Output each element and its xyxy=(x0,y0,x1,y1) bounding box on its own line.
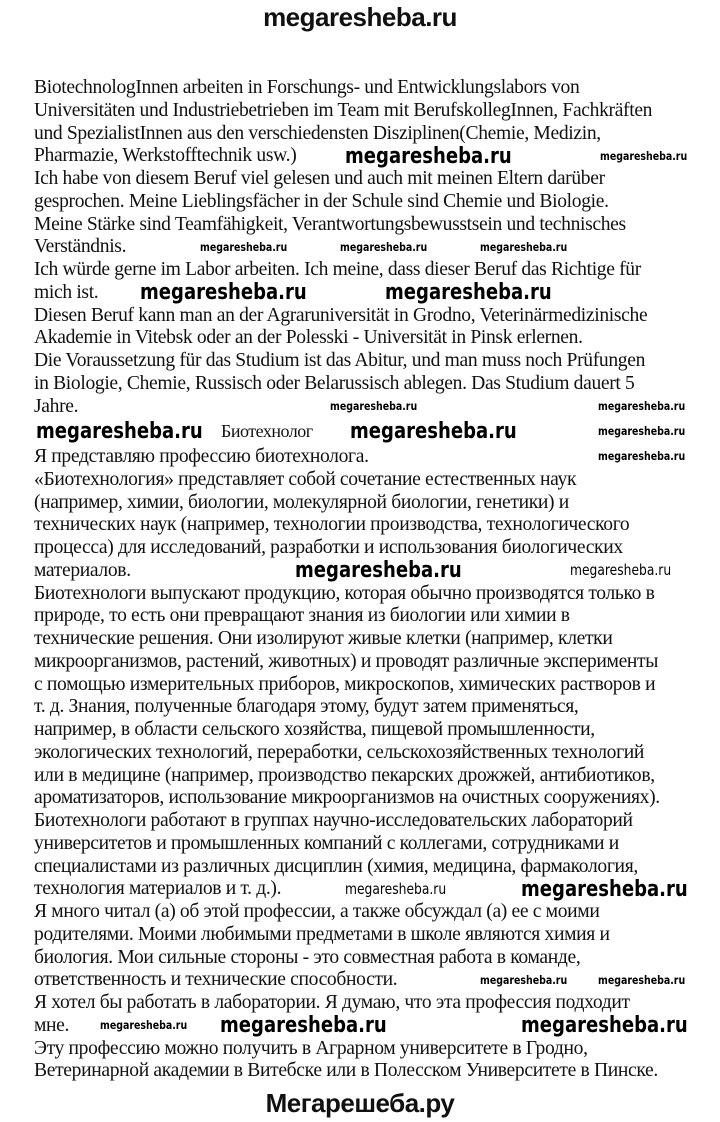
text-line: Ich würde gerne im Labor arbeiten. Ich meine, dass dieser Beruf das Richtige für xyxy=(34,259,641,280)
text-line: Я хотел бы работать в лаборатории. Я думаю, что эта профессия подходит xyxy=(34,992,630,1013)
text-line: процесса) для исследований, разработки и использования биологических xyxy=(34,537,623,558)
text-line: материалов. xyxy=(34,559,131,581)
text-line: (например, химии, биологии, молекулярной биологии, генетики) и xyxy=(34,491,569,513)
text-line: биология. Мои сильные стороны - это совместная работа в команде, xyxy=(34,946,581,968)
text-line: технических наук (например, технологии производства, технологического xyxy=(34,514,630,536)
watermark: megaresheba.ru xyxy=(521,877,688,902)
text-line: BiotechnologInnen arbeiten in Forschungs- und Entwicklungslabors von xyxy=(34,77,580,98)
watermark: megaresheba.ru xyxy=(345,880,447,898)
watermark: megaresheba.ru xyxy=(200,240,288,254)
text-line: природе, то есть они превращают знания из биологии или химии в xyxy=(34,605,570,627)
text-line: технические решения. Они изолируют живые клетки (например, клетки xyxy=(34,628,613,649)
text-line: Universitäten und Industriebetrieben im Team mit BerufskollegInnen, Fachkräften xyxy=(34,99,653,121)
text-line: Я представляю профессию биотехнолога. xyxy=(34,446,369,467)
text-line: специалистами из различных дисциплин (химия, медицина, фармакология, xyxy=(34,855,638,877)
watermark: megaresheba.ru xyxy=(345,144,512,169)
text-line: ароматизаторов, использование микроорганизмов на очистных сооружениях). xyxy=(34,787,660,809)
text-line: университетов и промышленных компаний с коллегами, сотрудниками и xyxy=(34,832,619,854)
watermark: megaresheba.ru xyxy=(480,240,568,254)
watermark: megaresheba.ru xyxy=(140,280,307,305)
watermark: megaresheba.ru xyxy=(598,399,686,413)
watermark: megaresheba.ru xyxy=(36,419,203,444)
watermark: megaresheba.ru xyxy=(598,424,686,438)
site-header: megaresheba.ru xyxy=(263,2,457,32)
text-line: gesprochen. Meine Lieblingsfächer in der Schule sind Chemie und Biologie. xyxy=(34,190,609,212)
watermark: megaresheba.ru xyxy=(570,561,672,579)
text-line: с помощью измерительных приборов, микроскопов, химических растворов и xyxy=(34,673,656,695)
text-line: т. д. Знания, полученные благодаря этому, будут затем применяться, xyxy=(34,696,579,718)
text-line: ответственность и технические способности. xyxy=(34,969,398,991)
text-line: «Биотехнология» представляет собой сочетание естественных наук xyxy=(34,468,577,490)
text-line: микроорганизмов, растений, животных) и проводят различные эксперименты xyxy=(34,650,659,672)
russian-text xyxy=(34,446,714,1083)
watermark: megaresheba.ru xyxy=(295,558,462,583)
watermark: megaresheba.ru xyxy=(340,240,428,254)
text-line: in Biologie, Chemie, Russisch oder Belarussisch ablegen. Das Studium dauert 5 xyxy=(34,372,635,394)
site-footer: Мегарешеба.ру xyxy=(265,1088,455,1118)
text-line: мне. xyxy=(34,1014,70,1036)
text-line: или в медицине (например, производство пекарских дрожжей, антибиотиков, xyxy=(34,764,655,786)
text-line: Diesen Beruf kann man an der Agraruniversität in Grodno, Veterinärmedizinische xyxy=(34,304,648,326)
text-line: Die Voraussetzung für das Studium ist das Abitur, und man muss noch Prüfungen xyxy=(34,350,646,371)
text-line: Ich habe von diesem Beruf viel gelesen und auch mit meinen Eltern darüber xyxy=(34,168,605,189)
text-line: экологических технологий, переработки, сельскохозяйственных технологий xyxy=(34,741,645,763)
text-line: Akademie in Vitebsk oder an der Polesski - Universität in Pinsk erlernen. xyxy=(34,327,583,349)
text-line: Биотехнологи выпускают продукцию, которая обычно производятся только в xyxy=(34,582,655,604)
text-line: Meine Stärke sind Teamfähigkeit, Verantwortungsbewusstsein und technisches xyxy=(34,213,626,235)
text-line: Эту профессию можно получить в Аграрном университете в Гродно, xyxy=(34,1037,588,1059)
text-line: Jahre. xyxy=(34,395,79,417)
watermark: megaresheba.ru xyxy=(521,1013,688,1038)
watermark: megaresheba.ru xyxy=(330,399,418,413)
text-line: например, в области сельского хозяйства, пищевой промышленности, xyxy=(34,719,595,740)
watermark: megaresheba.ru xyxy=(220,1013,387,1038)
text-line: und SpezialistInnen aus den verschiedensten Disziplinen(Chemie, Medizin, xyxy=(34,122,601,144)
text-line: Verständnis. xyxy=(34,236,127,258)
watermark: megaresheba.ru xyxy=(598,449,686,463)
text-line: mich ist. xyxy=(34,281,99,303)
text-line: технология материалов и т. д.). xyxy=(34,878,282,900)
text-line: Биотехнологи работают в группах научно-исследовательских лабораторий xyxy=(34,810,633,831)
watermark: megaresheba.ru xyxy=(350,419,517,444)
text-line: Я много читал (а) об этой профессии, а также обсуждал (а) ее с моими xyxy=(34,901,600,922)
watermark: megaresheba.ru xyxy=(385,280,552,305)
text-line: Pharmazie, Werkstofftechnik usw.) xyxy=(34,145,297,167)
russian-title: Биотехнолог xyxy=(221,421,313,441)
text-line: Ветеринарной академии в Витебске или в Полесском Университете в Пинске. xyxy=(34,1060,658,1082)
watermark: megaresheba.ru xyxy=(598,973,686,987)
text-line: родителями. Моими любимыми предметами в школе являются химия и xyxy=(34,923,610,945)
watermark: megaresheba.ru xyxy=(100,1018,188,1032)
watermark: megaresheba.ru xyxy=(480,973,568,987)
watermark: megaresheba.ru xyxy=(600,149,688,163)
